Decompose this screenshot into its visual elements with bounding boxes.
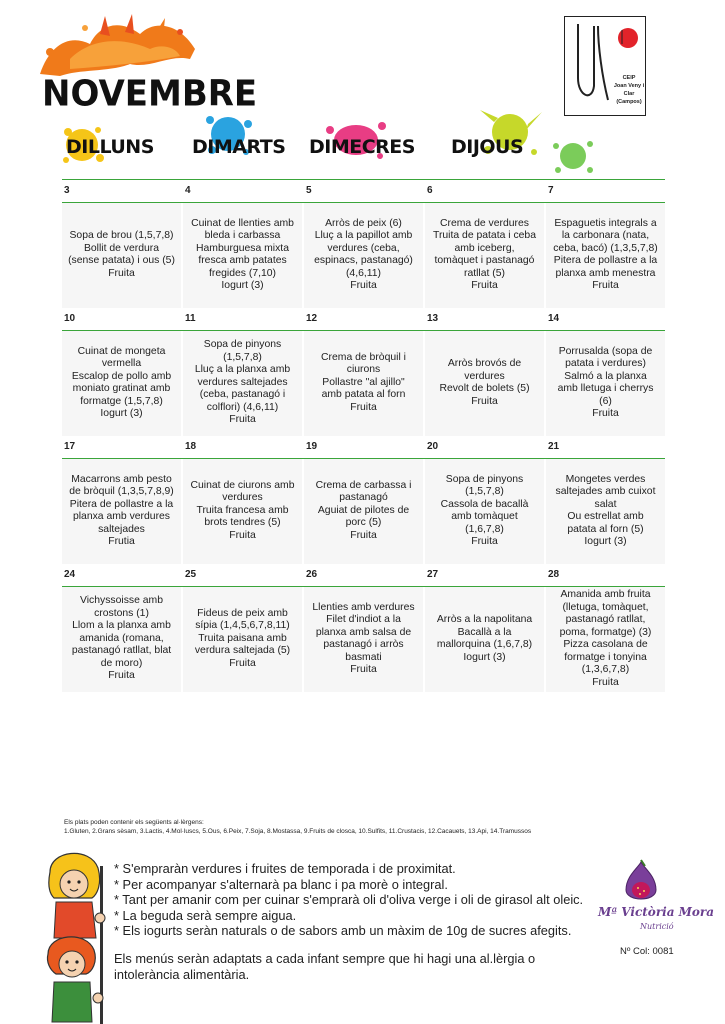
day-cell xyxy=(304,436,423,564)
school-name: CEIP Joan Veny i Clar (Campos) xyxy=(613,75,645,105)
day-menu xyxy=(304,458,423,564)
splash-green xyxy=(550,136,596,176)
menu-text: Porrusalda (sopa de patata i verdures) Salmó a la planxa amb lletuga i cherrys (6) Fruita xyxy=(557,345,654,419)
nutritionist-role: Nutrició xyxy=(640,922,674,931)
day-number: 11 xyxy=(185,313,196,324)
divider xyxy=(62,330,665,331)
day-cell xyxy=(425,308,544,436)
day-number: 4 xyxy=(185,185,191,196)
license-number: Nº Col: 0081 xyxy=(620,946,674,957)
menu-text: Arròs brovós de verdures Revolt de bolets (5) Fruita xyxy=(439,358,530,407)
day-cell xyxy=(62,308,181,436)
closing-note: Els menús seràn adaptats a cada infant sempre que hi hagi una al.lèrgia o intolerància alimentària. xyxy=(114,951,536,982)
day-menu xyxy=(62,202,181,308)
menu-text: Arròs de peix (6) Lluç a la papillot amb verdures (ceba, espinacs, pastanagó) (4,6,11) Fruita xyxy=(314,217,413,291)
day-menu xyxy=(546,330,665,436)
day-cell xyxy=(183,564,302,692)
day-menu xyxy=(425,330,544,436)
day-header-tuesday: DIMARTS xyxy=(192,136,286,158)
day-number: 5 xyxy=(306,185,312,196)
day-menu xyxy=(304,330,423,436)
day-cell xyxy=(62,436,181,564)
day-number: 18 xyxy=(185,441,197,452)
menu-text: Cuinat de llenties amb bleda i carbassa Hamburguesa mixta fresca amb patates fregides (7,10) Iogurt (3) xyxy=(191,217,294,291)
note-item: * S'empraràn verdures i fruites de temporada i de proximitat. xyxy=(114,861,456,876)
day-number: 12 xyxy=(306,313,318,324)
day-number: 27 xyxy=(427,569,439,580)
day-menu xyxy=(425,458,544,564)
day-menu xyxy=(183,202,302,308)
menu-text: Arròs a la napolitana Bacallà a la mallorquina (1,6,7,8) Iogurt (3) xyxy=(436,614,533,663)
menu-text: Amanida amb fruita (lletuga, tomàquet, pastanagó ratllat, poma, formatge) (3) Pizza casolana de formatge i tonyina (1,3,6,7,8) Fruita xyxy=(559,589,652,688)
menu-text: Sopa de brou (1,5,7,8) Bollit de verdura (sense patata) i ous (5) Fruita xyxy=(68,230,175,279)
day-number: 7 xyxy=(548,185,554,196)
week-row xyxy=(62,180,665,308)
day-menu xyxy=(62,330,181,436)
day-number: 21 xyxy=(548,441,560,452)
day-menu xyxy=(425,202,544,308)
fig-icon xyxy=(618,858,664,908)
menu-text: Fideus de peix amb sípia (1,4,5,6,7,8,11) Truita paisana amb verdura saltejada (5) Fruita xyxy=(194,607,291,669)
children-illustration xyxy=(40,842,110,1024)
divider xyxy=(62,458,665,459)
note-item: * Per acompanyar s'alternarà pa blanc i pa morè o integral. xyxy=(114,876,448,892)
day-cell xyxy=(183,180,302,308)
page-title: NOVEMBRE xyxy=(42,73,258,115)
day-cell xyxy=(304,564,423,692)
notes-list xyxy=(114,861,583,939)
menu-text: Macarrons amb pesto de bròquil (1,3,5,7,8,9) Pitera de pollastre a la planxa amb verdures saltejades Frutia xyxy=(69,473,174,547)
day-number: 3 xyxy=(64,185,70,196)
day-cell xyxy=(425,436,544,564)
menu-text: Crema de verdures Truita de patata i ceba amb iceberg, tomàquet i pastanagó ratllat (5) Fruita xyxy=(432,217,536,291)
day-menu xyxy=(62,586,181,692)
day-cell xyxy=(62,564,181,692)
day-cell xyxy=(62,180,181,308)
menu-text: Crema de bròquil i ciurons Pollastre "al ajillo" amb patata al forn Fruita xyxy=(321,351,406,413)
day-cell xyxy=(183,436,302,564)
day-menu xyxy=(546,586,665,692)
allergens-intro: Els plats poden contenir els següents al·lèrgens: xyxy=(64,819,204,826)
day-menu xyxy=(304,586,423,692)
day-cell xyxy=(304,180,423,308)
day-header-wednesday: DIMECRES xyxy=(309,136,415,158)
menu-text: Mongetes verdes saltejades amb cuixot salat Ou estrellat amb patata al forn (5) Iogurt (3) xyxy=(555,473,656,547)
day-menu xyxy=(183,458,302,564)
day-number: 19 xyxy=(306,441,318,452)
divider xyxy=(62,202,665,203)
day-cell xyxy=(425,180,544,308)
day-menu xyxy=(304,202,423,308)
day-number: 6 xyxy=(427,185,433,196)
menu-text: Llenties amb verdures Filet d'indiot a la planxa amb salsa de pastanagó i arròs basmati Fruita xyxy=(312,601,415,675)
day-cell xyxy=(546,308,665,436)
allergens-list: 1.Gluten, 2.Grans sèsam, 3.Lactis, 4.Mol·luscs, 5.Ous, 6.Peix, 7.Soja, 8.Mostassa, 9.Fruits de closca, 10.Sulfits, 11.Crustacis, 12.Cacauets, 13.Api, 14.Tramussos xyxy=(64,828,532,835)
menu-text: Cuinat de mongeta vermella Escalop de pollo amb moniato gratinat amb formatge (1,5,7,8) Iogurt (3) xyxy=(71,345,172,419)
day-cell xyxy=(425,564,544,692)
day-number: 17 xyxy=(64,441,76,452)
menu-text: Crema de carbassa i pastanagó Aguiat de pilotes de porc (5) Fruita xyxy=(315,479,412,541)
day-cell xyxy=(304,308,423,436)
divider xyxy=(62,586,665,587)
menu-text: Vichyssoisse amb crostons (1) Llom a la planxa amb amanida (romana, pastanagó ratllat, blat de moro) Fruita xyxy=(71,595,172,682)
day-number: 20 xyxy=(427,441,439,452)
day-header-thursday: DIJOUS xyxy=(451,136,524,158)
menu-text: Sopa de pinyons (1,5,7,8) Cassola de bacallà amb tomàquet (1,6,7,8) Fruita xyxy=(440,473,529,547)
day-cell xyxy=(546,180,665,308)
menu-grid xyxy=(62,180,665,692)
day-number: 10 xyxy=(64,313,76,324)
week-row xyxy=(62,308,665,436)
day-menu xyxy=(183,586,302,692)
day-number: 25 xyxy=(185,569,197,580)
menu-text: Espaguetis integrals a la carbonara (nata, ceba, bacó) (1,3,5,7,8) Pitera de pollastre a la planxa amb menestra Fruita xyxy=(553,217,658,291)
day-number: 14 xyxy=(548,313,560,324)
day-cell xyxy=(183,308,302,436)
day-cell xyxy=(546,564,665,692)
menu-text: Sopa de pinyons (1,5,7,8) Lluç a la planxa amb verdures saltejades (ceba, pastanagó i colflori) (4,6,11) Fruita xyxy=(194,339,291,426)
day-menu xyxy=(62,458,181,564)
day-menu xyxy=(183,330,302,436)
day-cell xyxy=(546,436,665,564)
note-item: * Els iogurts seràn naturals o de sabors amb un màxim de 10g de sucres afegits. xyxy=(114,923,572,938)
day-menu xyxy=(425,586,544,692)
nutritionist-name: Mª Victòria Mora xyxy=(598,905,715,919)
day-number: 24 xyxy=(64,569,76,580)
day-number: 13 xyxy=(427,313,439,324)
note-item: * La beguda serà sempre aigua. xyxy=(114,907,297,923)
week-row xyxy=(62,436,665,564)
menu-text: Cuinat de ciurons amb verdures Truita francesa amb brots tendres (5) Fruita xyxy=(190,479,295,541)
day-menu xyxy=(546,458,665,564)
day-menu xyxy=(546,202,665,308)
week-row xyxy=(62,564,665,692)
day-number: 28 xyxy=(548,569,560,580)
note-item: * Tant per amanir com per cuinar s'emprarà oli d'oliva verge i oli de girasol alt oleic. xyxy=(114,892,584,907)
day-header-monday: DILLUNS xyxy=(66,136,154,158)
day-number: 26 xyxy=(306,569,318,580)
